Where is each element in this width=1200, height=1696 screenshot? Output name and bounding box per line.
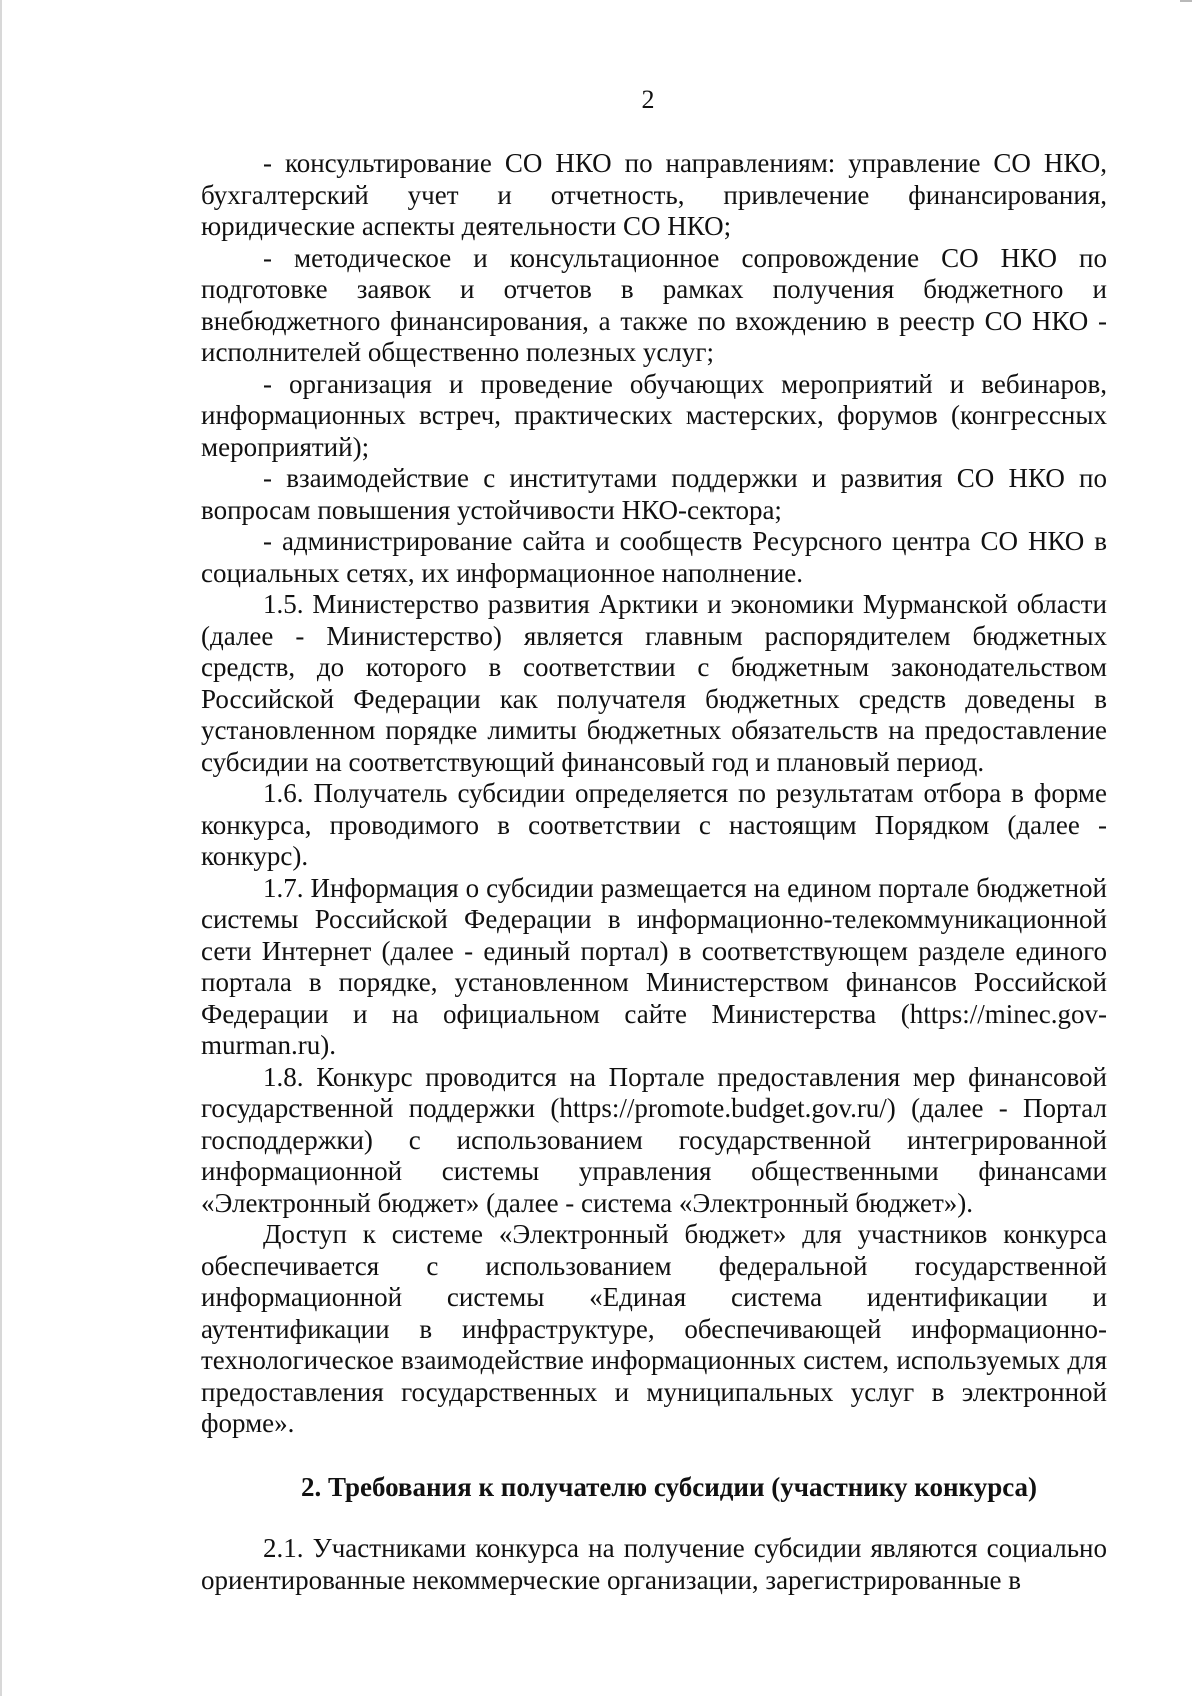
paragraph-1-8: 1.8. Конкурс проводится на Портале предоставления мер финансовой государственной поддержки (https://promote.budget.gov.ru/) (далее - Портал господдержки) с использованием государственной интегрированной информационной системы управления общественными финансами «Электронный бюджет» (далее - система «Электронный бюджет»). [201, 1061, 1107, 1218]
scan-corner-mark [1180, 0, 1192, 8]
paragraph-training-events: - организация и проведение обучающих мероприятий и вебинаров, информационных встреч, практических мастерских, форумов (конгрессных мероприятий); [201, 368, 1107, 462]
paragraph-consulting: - консультирование СО НКО по направлениям: управление СО НКО, бухгалтерский учет и отчетность, привлечение финансирования, юридические аспекты деятельности СО НКО; [201, 148, 1107, 241]
document-body [201, 148, 1107, 1596]
paragraph-methodical-support: - методическое и консультационное сопровождение СО НКО по подготовке заявок и отчетов в рамках получения бюджетного и внебюджетного финансирования, а также по вхождению в реестр СО НКО - исполнителей общественно полезных услуг; [201, 242, 1107, 367]
paragraph-1-5: 1.5. Министерство развития Арктики и экономики Мурманской области (далее - Министерство) является главным распорядителем бюджетных средств, до которого в соответствии с бюджетным законодательством Российской Федерации как получателя бюджетных средств доведены в установленном порядке лимиты бюджетных обязательств на предоставление субсидии на соответствующий финансовый год и плановый период. [201, 589, 1107, 777]
paragraph-1-6: 1.6. Получатель субсидии определяется по результатам отбора в форме конкурса, проводимого в соответствии с настоящим Порядком (далее - конкурс). [201, 778, 1107, 871]
paragraph-site-administration: - администрирование сайта и сообществ Ресурсного центра СО НКО в социальных сетях, их информационное наполнение. [201, 526, 1107, 588]
paragraph-access: Доступ к системе «Электронный бюджет» для участников конкурса обеспечивается с использованием федеральной государственной информационной системы «Единая система идентификации и аутентификации в инфраструктуре, обеспечивающей информационно-технологическое взаимодействие информационных систем, используемых для предоставления государственных и муниципальных услуг в электронной форме». [201, 1219, 1107, 1438]
scan-left-edge [0, 0, 2, 1696]
page-number: 2 [641, 85, 655, 114]
section-heading: 2. Требования к получателю субсидии (участнику конкурса) [300, 1471, 1038, 1502]
paragraph-2-1: 2.1. Участниками конкурса на получение субсидии являются социально ориентированные некоммерческие организации, зарегистрированные в [201, 1533, 1107, 1595]
paragraph-1-7: 1.7. Информация о субсидии размещается на едином портале бюджетной системы Российской Федерации в информационно-телекоммуникационной сети Интернет (далее - единый портал) в соответствующем разделе единого портала в порядке, установленном Министерством финансов Российской Федерации и на официальном сайте Министерства (https://minec.gov-murman.ru). [201, 872, 1107, 1060]
paragraph-interaction: - взаимодействие с институтами поддержки и развития СО НКО по вопросам повышения устойчивости НКО-сектора; [201, 463, 1107, 525]
